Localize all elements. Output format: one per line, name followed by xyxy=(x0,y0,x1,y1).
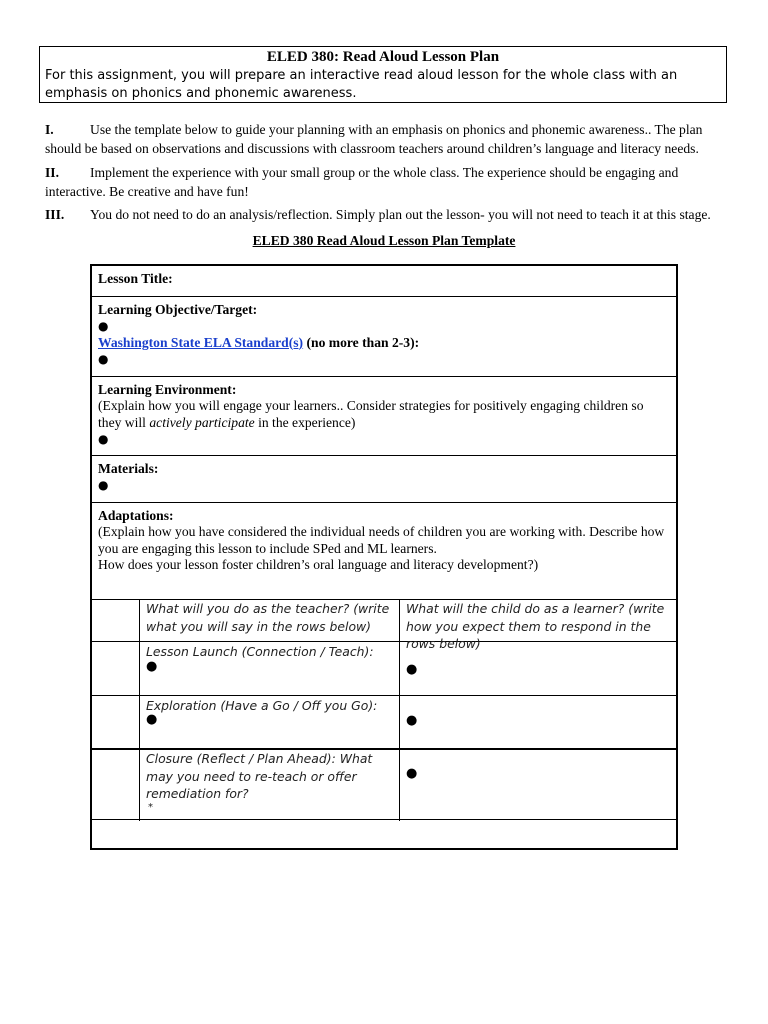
instruction-3 xyxy=(45,206,725,225)
instruction-number: II. xyxy=(45,165,59,180)
learner-exploration-cell[interactable] xyxy=(400,696,676,748)
adaptations-desc: (Explain how you have considered the individual needs of children you are working with. Describe how you are engaging this lesson to include SPed and ML learners. xyxy=(98,524,665,556)
learner-column-header: What will the child do as a learner? (write how you expect them to respond in the rows below) xyxy=(406,601,665,651)
bullet-icon: ● xyxy=(406,662,418,677)
learner-launch-cell[interactable] xyxy=(400,642,676,695)
bullet-icon: ● xyxy=(98,351,109,366)
assignment-description: For this assignment, you will prepare an interactive read aloud lesson for the whole class with an emphasis on phonics and phonemic awareness. xyxy=(45,68,678,101)
template-title: ELED 380 Read Aloud Lesson Plan Template xyxy=(252,233,516,248)
lesson-launch-label: Lesson Launch (Connection / Teach): xyxy=(146,644,374,659)
bullet-icon: ● xyxy=(98,319,109,334)
standards-note: (no more than 2-3): xyxy=(303,334,420,350)
learning-objective-row[interactable] xyxy=(92,297,676,377)
environment-emphasis: actively participate xyxy=(149,414,255,430)
instruction-2 xyxy=(45,164,725,201)
lesson-title-row[interactable] xyxy=(92,266,676,297)
document-title: ELED 380: Read Aloud Lesson Plan xyxy=(266,49,500,65)
bullet-icon: ● xyxy=(98,478,109,493)
bullet-icon: ● xyxy=(146,659,158,674)
adaptations-label: Adaptations: xyxy=(98,508,174,523)
adaptations-question: How does your lesson foster children’s oral language and literacy development?) xyxy=(98,556,539,572)
learner-closure-cell[interactable] xyxy=(400,750,676,819)
bullet-icon: ● xyxy=(406,766,418,781)
instruction-1 xyxy=(45,121,725,158)
learning-environment-row[interactable] xyxy=(92,377,676,456)
teacher-column-header: What will you do as the teacher? (write what you will say in the rows below) xyxy=(146,601,390,634)
environment-desc-end: in the experience) xyxy=(254,414,356,430)
lesson-plan-table xyxy=(90,264,678,850)
materials-label: Materials: xyxy=(98,461,159,476)
header-box xyxy=(39,46,727,103)
instruction-number: III. xyxy=(45,207,65,222)
teacher-launch-cell[interactable] xyxy=(140,642,399,695)
materials-row[interactable] xyxy=(92,456,676,503)
empty-bottom-row[interactable] xyxy=(92,820,676,848)
exploration-label: Exploration (Have a Go / Off you Go): xyxy=(146,698,378,713)
bullet-icon: ● xyxy=(98,431,109,446)
instruction-text: Use the template below to guide your planning with an emphasis on phonics and phonemic awareness.. The plan should be based on observations and discussions with classroom teachers around children’s language and literacy needs. xyxy=(45,122,703,156)
environment-desc: (Explain how you will engage your learners.. Consider strategies for positively engaging children so they will xyxy=(98,398,644,430)
standards-link[interactable]: Washington State ELA Standard(s) xyxy=(98,334,304,350)
objective-label: Learning Objective/Target: xyxy=(98,302,258,317)
lesson-title-label: Lesson Title: xyxy=(98,271,173,286)
teacher-exploration-cell[interactable] xyxy=(140,696,399,748)
bullet-icon: ● xyxy=(406,713,418,728)
instruction-text: You do not need to do an analysis/reflection. Simply plan out the lesson- you will not need to teach it at this stage. xyxy=(90,207,711,222)
closure-mark: * xyxy=(148,802,153,813)
closure-label: Closure (Reflect / Plan Ahead): What may you need to re-teach or offer remediation for? xyxy=(146,751,373,801)
adaptations-row[interactable] xyxy=(92,503,676,600)
bullet-icon: ● xyxy=(146,712,158,727)
instruction-number: I. xyxy=(45,122,54,137)
instruction-text: Implement the experience with your small group or the whole class. The experience should be engaging and interactive. Be creative and have fun! xyxy=(45,165,679,199)
environment-label: Learning Environment: xyxy=(98,382,237,397)
teacher-closure-cell[interactable] xyxy=(140,750,399,819)
